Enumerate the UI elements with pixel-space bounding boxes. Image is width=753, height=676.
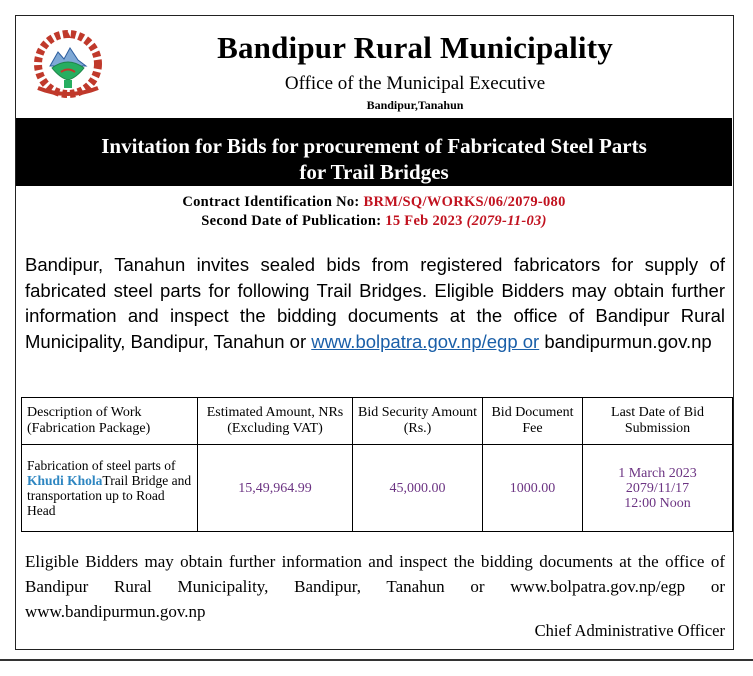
bottom-divider: [0, 659, 753, 661]
cell-estimated-amount: 15,49,964.99: [198, 445, 353, 532]
intro-tail: bandipurmun.gov.np: [544, 330, 712, 352]
col-header-estimated-amount: Estimated Amount, NRs (Excluding VAT): [198, 398, 353, 445]
contract-id-line: [16, 193, 732, 212]
bolpatra-link[interactable]: www.bolpatra.gov.np/egp or: [311, 330, 540, 352]
nepal-emblem-icon: [28, 26, 108, 100]
intro-text: Bandipur, Tanahun invites sealed bids from registered fabricators for supply of fabricated steel parts for following Trail Bridges. Eligible Bidders may obtain further information and inspect the bidding documents at the office of Bandipur Rural Municipality, Bandipur, Tanahun or: [25, 254, 725, 352]
municipality-name: Bandipur Rural Municipality: [217, 30, 613, 65]
footer-paragraph: Eligible Bidders may obtain further information and inspect the bidding documents at the office of Bandipur Rural Municipality, Bandipur, Tanahun or www.bolpatra.gov.np/egp or www.bandipurmun.gov.np: [25, 552, 725, 621]
signatory: Chief Administrative Officer: [534, 621, 725, 640]
contract-details: [16, 193, 732, 231]
notice-title-line-1: Invitation for Bids for procurement of Fabricated Steel Parts: [101, 134, 647, 158]
last-date-bs: 2079/11/17: [625, 480, 690, 496]
publication-date-bs: (2079-11-03): [466, 213, 547, 229]
publication-date-line: [16, 212, 732, 231]
last-date-ad: 1 March 2023: [618, 465, 697, 481]
col-header-document-fee: Bid Document Fee: [483, 398, 583, 445]
col-header-bid-security: Bid Security Amount (Rs.): [353, 398, 483, 445]
desc-before: Fabrication of steel parts of: [27, 458, 176, 473]
bid-details-table: [21, 397, 733, 532]
col-header-last-date: Last Date of Bid Submission: [583, 398, 733, 445]
cell-description: [22, 445, 198, 532]
intro-paragraph: [25, 252, 725, 354]
contract-id-value: BRM/SQ/WORKS/06/2079-080: [363, 194, 566, 210]
notice-title-banner: [16, 118, 732, 186]
cell-bid-security: 45,000.00: [353, 445, 483, 532]
cell-document-fee: 1000.00: [483, 445, 583, 532]
office-name: Office of the Municipal Executive: [284, 73, 546, 94]
desc-after: Trail Bridge and transportation up to Road Head: [27, 473, 192, 518]
office-location: Bandipur,Tanahun: [366, 98, 464, 112]
publication-date-label: Second Date of Publication:: [201, 213, 382, 229]
table-header-row: [22, 398, 733, 445]
bridge-name: Khudi Khola: [27, 473, 103, 488]
col-header-description: Description of Work (Fabrication Package): [22, 398, 198, 445]
notice-title-line-2: for Trail Bridges: [299, 160, 449, 184]
table-row: [22, 445, 733, 532]
publication-date: 15 Feb 2023: [385, 213, 463, 229]
contract-id-label: Contract Identification No:: [182, 194, 360, 210]
last-time: 12:00 Noon: [624, 495, 691, 511]
cell-last-date: [583, 445, 733, 532]
